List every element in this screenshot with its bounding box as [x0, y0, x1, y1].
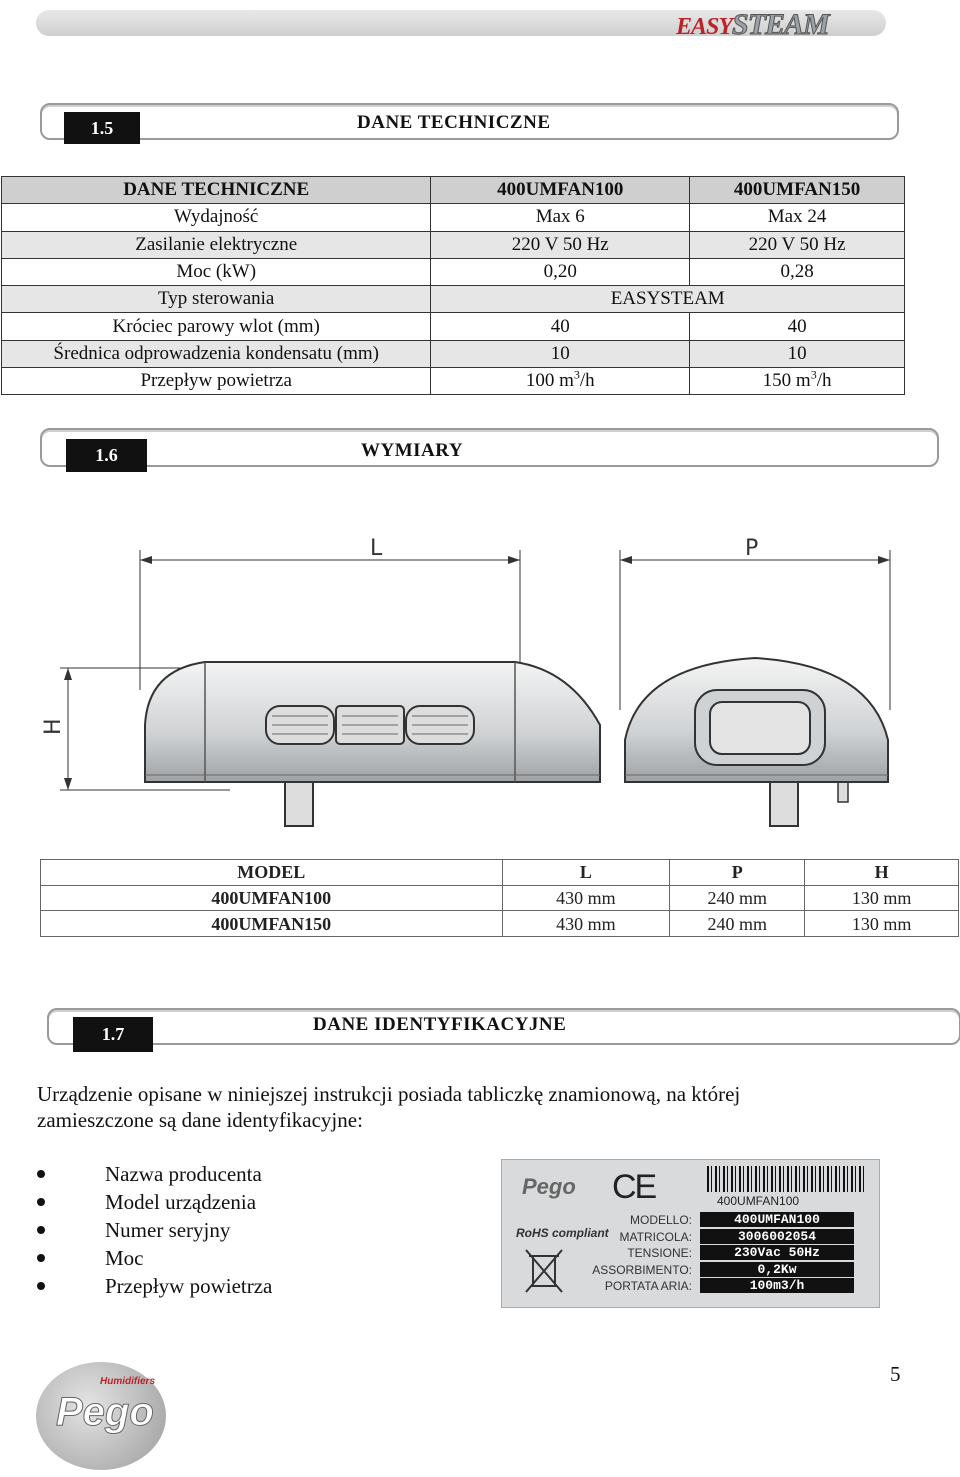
- dimension-drawing: [30, 520, 930, 840]
- section-banner-1-6: [40, 428, 939, 467]
- table-row: [2, 368, 905, 395]
- table-row: [2, 231, 905, 258]
- table-cell: 430 mm: [502, 885, 670, 911]
- list-item: Nazwa producenta: [37, 1160, 272, 1188]
- table-cell: 130 mm: [805, 885, 959, 911]
- label-l: L: [370, 536, 383, 561]
- table-row: [41, 885, 959, 911]
- table-row: [2, 313, 905, 340]
- header-cell: 400UMFAN100: [431, 177, 690, 204]
- page-number: 5: [890, 1362, 901, 1386]
- header-cell: MODEL: [41, 860, 503, 886]
- section-number: 1.7: [73, 1017, 153, 1052]
- table-cell: 0,20: [431, 258, 690, 285]
- rating-plate-image: [501, 1159, 880, 1308]
- table-cell: Max 6: [431, 204, 690, 231]
- table-cell: 130 mm: [805, 911, 959, 937]
- table-cell: Wydajność: [2, 204, 431, 231]
- plate-value: 3006002054: [700, 1229, 854, 1244]
- table-row: [2, 340, 905, 367]
- table-cell: 10: [690, 340, 905, 367]
- header-cell: H: [805, 860, 959, 886]
- plate-value: 400UMFAN100: [700, 1212, 854, 1227]
- plate-label: MATRICOLA:: [619, 1230, 692, 1244]
- table-header-row: [2, 177, 905, 204]
- list-item: Moc: [37, 1244, 272, 1272]
- pego-footer-logo: Humidifiers Pego: [36, 1362, 166, 1470]
- intro-text: Urządzenie opisane w niniejszej instrukcji posiada tabliczkę znamionową, na której: [37, 1082, 741, 1106]
- table-header-row: [41, 860, 959, 886]
- plate-label: MODELLO:: [629, 1213, 692, 1227]
- table-cell: 400UMFAN150: [41, 911, 503, 937]
- table-cell: 430 mm: [502, 911, 670, 937]
- pego-logo: Pego: [522, 1174, 576, 1199]
- section-title: WYMIARY: [361, 440, 464, 461]
- table-cell: Przepływ powietrza: [2, 368, 431, 395]
- label-h: H: [41, 718, 66, 735]
- table-cell: 150 $m^3/h$: [690, 368, 905, 395]
- table-cell: Typ sterowania: [2, 286, 431, 313]
- table-cell: Króciec parowy wlot (mm): [2, 313, 431, 340]
- header-cell: DANE TECHNICZNE: [2, 177, 431, 204]
- table-cell: 220 V 50 Hz: [690, 231, 905, 258]
- label-p: P: [745, 536, 759, 561]
- table-row: [2, 204, 905, 231]
- tech-data-table: [1, 176, 905, 395]
- table-cell: Moc (kW): [2, 258, 431, 285]
- table-cell: 400UMFAN100: [41, 885, 503, 911]
- plate-value: 0,2Kw: [700, 1262, 854, 1277]
- table-cell: 240 mm: [670, 885, 805, 911]
- barcode-text: 400UMFAN100: [717, 1194, 800, 1208]
- ce-mark: CE: [612, 1168, 656, 1206]
- table-cell: Max 24: [690, 204, 905, 231]
- table-cell: Średnica odprowadzenia kondensatu (mm): [2, 340, 431, 367]
- list-item: Numer seryjny: [37, 1216, 272, 1244]
- identification-list: [37, 1160, 272, 1300]
- table-cell: 40: [690, 313, 905, 340]
- list-item: Model urządzenia: [37, 1188, 272, 1216]
- section-number: 1.6: [66, 439, 147, 472]
- table-cell: Zasilanie elektryczne: [2, 231, 431, 258]
- plate-label: TENSIONE:: [627, 1246, 692, 1260]
- table-row: [2, 286, 905, 313]
- section-title: DANE IDENTYFIKACYJNE: [313, 1014, 567, 1035]
- table-cell: 220 V 50 Hz: [431, 231, 690, 258]
- section-number: 1.5: [64, 112, 140, 144]
- barcode-icon: [707, 1166, 867, 1192]
- dimensions-table: [40, 859, 959, 937]
- plate-value: 230Vac 50Hz: [700, 1245, 854, 1260]
- header-cell: L: [502, 860, 670, 886]
- table-cell: 240 mm: [670, 911, 805, 937]
- plate-value: 100m3/h: [700, 1278, 854, 1293]
- intro-text: zamieszczone są dane identyfikacyjne:: [37, 1108, 363, 1132]
- plate-label: PORTATA ARIA:: [604, 1279, 692, 1293]
- list-item: Przepływ powietrza: [37, 1272, 272, 1300]
- table-cell: 0,28: [690, 258, 905, 285]
- header-cell: 400UMFAN150: [690, 177, 905, 204]
- easysteam-logo: EASYSTEAM: [676, 8, 829, 41]
- section-title: DANE TECHNICZNE: [357, 112, 551, 133]
- weee-bin-icon: [524, 1246, 564, 1296]
- table-row: [41, 911, 959, 937]
- table-cell: 40: [431, 313, 690, 340]
- table-cell: EASYSTEAM: [431, 286, 905, 313]
- rohs-text: RoHS compliant: [516, 1226, 609, 1240]
- table-row: [2, 258, 905, 285]
- table-cell: 100 $m^3/h$: [431, 368, 690, 395]
- table-cell: 10: [431, 340, 690, 367]
- plate-label: ASSORBIMENTO:: [592, 1263, 692, 1277]
- header-cell: P: [670, 860, 805, 886]
